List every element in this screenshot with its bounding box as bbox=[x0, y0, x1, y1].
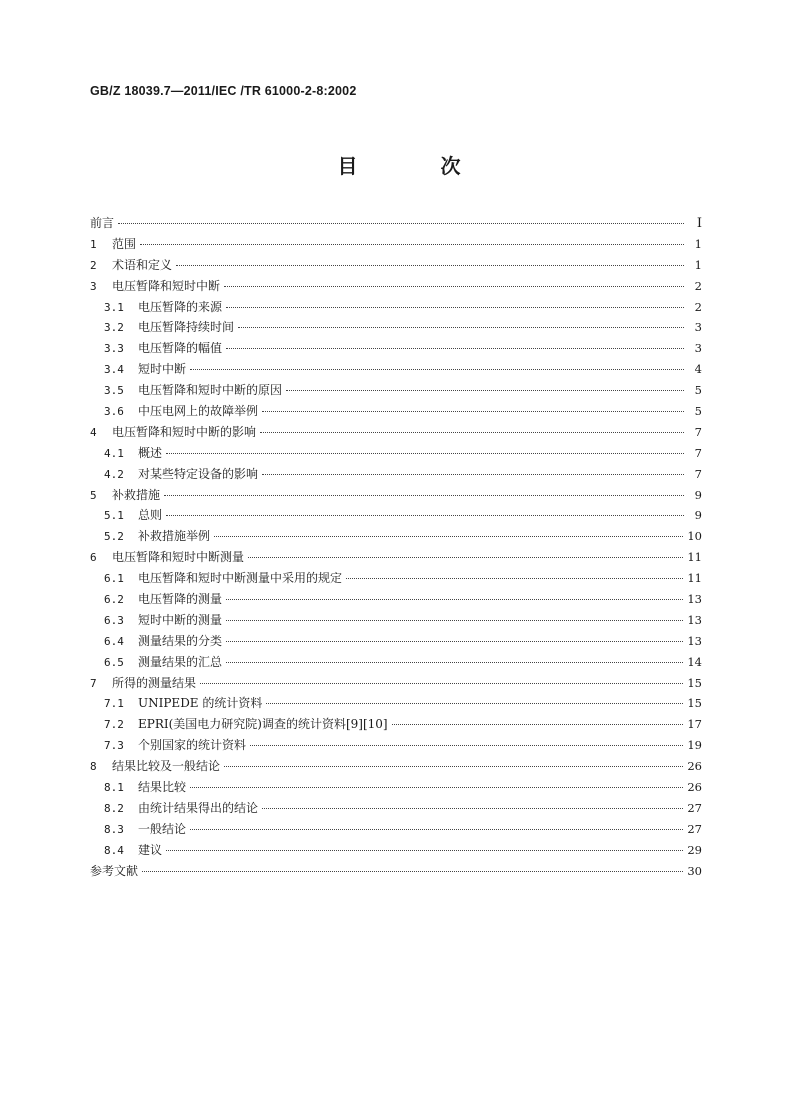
toc-entry[interactable] bbox=[90, 674, 702, 695]
toc-subentry[interactable] bbox=[90, 339, 702, 360]
toc-leader-dots bbox=[164, 495, 684, 496]
toc-subentry[interactable] bbox=[90, 841, 702, 862]
toc-entry-page: I bbox=[696, 216, 702, 231]
toc-leader-dots bbox=[166, 515, 684, 516]
toc-entry-page: 13 bbox=[687, 612, 702, 627]
toc-entry-text: 一般结论 bbox=[138, 821, 187, 836]
toc-subentry[interactable] bbox=[90, 381, 702, 402]
table-of-contents bbox=[90, 214, 702, 883]
toc-entry-references[interactable] bbox=[90, 862, 702, 883]
toc-entry-number: 8.2 bbox=[104, 801, 124, 815]
toc-entry-text: 建议 bbox=[138, 842, 163, 857]
toc-leader-dots bbox=[250, 745, 683, 746]
toc-entry-number: 6.5 bbox=[104, 655, 124, 669]
toc-leader-dots bbox=[200, 683, 683, 684]
toc-entry-page: 7 bbox=[694, 445, 702, 460]
toc-leader-dots bbox=[262, 411, 684, 412]
toc-entry-text: 个别国家的统计资料 bbox=[138, 738, 247, 753]
toc-entry-text: 结果比较 bbox=[138, 780, 187, 795]
toc-entry-page: 17 bbox=[687, 717, 702, 732]
toc-leader-dots bbox=[226, 348, 684, 349]
toc-entry-page: 13 bbox=[687, 592, 702, 607]
toc-entry-number: 3.3 bbox=[104, 342, 124, 356]
toc-entry-page: 10 bbox=[687, 529, 702, 544]
toc-entry-text: 电压暂降和短时中断测量 bbox=[112, 550, 245, 565]
toc-entry-number: 5 bbox=[90, 488, 97, 502]
toc-entry-number: 8.3 bbox=[104, 822, 124, 836]
toc-leader-dots bbox=[392, 724, 684, 725]
toc-entry-number: 5.2 bbox=[104, 530, 124, 544]
toc-entry[interactable] bbox=[90, 277, 702, 298]
document-header: GB/Z 18039.7—2011/IEC /TR 61000-2-8:2002 bbox=[90, 84, 357, 98]
toc-entry-number: 6 bbox=[90, 551, 97, 565]
toc-entry-number: 6.2 bbox=[104, 593, 124, 607]
toc-leader-dots bbox=[190, 829, 683, 830]
toc-entry-number: 3.5 bbox=[104, 384, 124, 398]
toc-entry-number: 6.3 bbox=[104, 613, 124, 627]
toc-subentry[interactable] bbox=[90, 736, 702, 757]
toc-subentry[interactable] bbox=[90, 527, 702, 548]
toc-entry-number: 4.2 bbox=[104, 467, 124, 481]
toc-entry-text: 范围 bbox=[112, 236, 137, 251]
toc-leader-dots bbox=[214, 536, 683, 537]
toc-leader-dots bbox=[166, 850, 683, 851]
toc-entry-text: 前言 bbox=[90, 216, 115, 230]
toc-entry-number: 7.2 bbox=[104, 718, 124, 732]
toc-entry[interactable] bbox=[90, 486, 702, 507]
toc-leader-dots bbox=[190, 369, 684, 370]
toc-subentry[interactable] bbox=[90, 444, 702, 465]
toc-entry-number: 3.1 bbox=[104, 300, 124, 314]
toc-entry-text: 总则 bbox=[138, 508, 163, 523]
toc-entry-text: 电压暂降和短时中断的原因 bbox=[138, 383, 283, 398]
toc-entry-text: 测量结果的汇总 bbox=[138, 654, 223, 669]
toc-subentry[interactable] bbox=[90, 715, 702, 736]
toc-entry-page: 3 bbox=[694, 341, 702, 356]
toc-entry-page: 11 bbox=[687, 550, 702, 565]
toc-subentry[interactable] bbox=[90, 569, 702, 590]
toc-leader-dots bbox=[166, 453, 684, 454]
toc-entry-page: 7 bbox=[694, 466, 702, 481]
toc-entry-number: 8.1 bbox=[104, 781, 124, 795]
toc-leader-dots bbox=[224, 286, 684, 287]
toc-leader-dots bbox=[142, 871, 683, 872]
toc-entry-page: 7 bbox=[694, 424, 702, 439]
toc-entry-number: 8 bbox=[90, 760, 97, 774]
toc-leader-dots bbox=[140, 244, 684, 245]
toc-entry-text: 术语和定义 bbox=[112, 257, 173, 272]
toc-subentry[interactable] bbox=[90, 590, 702, 611]
toc-leader-dots bbox=[224, 766, 683, 767]
toc-subentry[interactable] bbox=[90, 694, 702, 715]
toc-entry-page: 26 bbox=[687, 780, 702, 795]
toc-leader-dots bbox=[226, 620, 683, 621]
toc-leader-dots bbox=[118, 223, 684, 224]
toc-subentry[interactable] bbox=[90, 799, 702, 820]
toc-entry-number: 3.4 bbox=[104, 363, 124, 377]
toc-entry-number: 7.1 bbox=[104, 697, 124, 711]
toc-entry-page: 1 bbox=[694, 257, 702, 272]
toc-entry-text: 测量结果的分类 bbox=[138, 633, 223, 648]
toc-subentry[interactable] bbox=[90, 820, 702, 841]
toc-subentry[interactable] bbox=[90, 611, 702, 632]
toc-entry-text: 概述 bbox=[138, 445, 163, 460]
toc-leader-dots bbox=[226, 599, 683, 600]
toc-entry-text: 短时中断的测量 bbox=[138, 612, 223, 627]
toc-entry[interactable] bbox=[90, 256, 702, 277]
toc-entry-text: 电压暂降持续时间 bbox=[138, 320, 235, 335]
toc-leader-dots bbox=[190, 787, 683, 788]
toc-entry[interactable] bbox=[90, 548, 702, 569]
toc-entry-text: 补救措施 bbox=[112, 487, 161, 502]
toc-leader-dots bbox=[226, 307, 684, 308]
toc-entry-text: EPRI(美国电力研究院)调查的统计资料[9][10] bbox=[138, 717, 388, 732]
toc-entry-page: 15 bbox=[687, 675, 702, 690]
toc-entry-text: 所得的测量结果 bbox=[112, 675, 197, 690]
toc-subentry[interactable] bbox=[90, 402, 702, 423]
toc-entry-text: 结果比较及一般结论 bbox=[112, 759, 221, 774]
toc-leader-dots bbox=[248, 557, 683, 558]
toc-entry-page: 9 bbox=[694, 487, 702, 502]
toc-entry-number: 6.1 bbox=[104, 572, 124, 586]
toc-leader-dots bbox=[226, 662, 683, 663]
toc-entry-page: 30 bbox=[687, 863, 702, 878]
toc-entry-number: 7.3 bbox=[104, 739, 124, 753]
toc-entry-text: 参考文献 bbox=[90, 863, 139, 878]
toc-leader-dots bbox=[262, 474, 684, 475]
toc-subentry[interactable] bbox=[90, 632, 702, 653]
toc-entry-number: 1 bbox=[90, 237, 97, 251]
toc-entry-number: 3.6 bbox=[104, 405, 124, 419]
toc-leader-dots bbox=[262, 808, 683, 809]
toc-entry-number: 4 bbox=[90, 425, 97, 439]
toc-entry-text: 由统计结果得出的结论 bbox=[138, 800, 259, 815]
toc-entry-page: 2 bbox=[694, 278, 702, 293]
toc-entry-page: 15 bbox=[687, 696, 702, 711]
toc-entry-number: 8.4 bbox=[104, 843, 124, 857]
toc-entry-page: 5 bbox=[694, 404, 702, 419]
toc-entry-preface[interactable] bbox=[90, 214, 702, 235]
toc-entry-page: 5 bbox=[694, 383, 702, 398]
toc-entry-number: 3.2 bbox=[104, 321, 124, 335]
toc-entry-number: 5.1 bbox=[104, 509, 124, 523]
toc-entry-text: 电压暂降的来源 bbox=[138, 299, 223, 314]
toc-entry-text: 短时中断 bbox=[138, 362, 187, 377]
toc-entry-number: 7 bbox=[90, 676, 97, 690]
toc-subentry[interactable] bbox=[90, 298, 702, 319]
toc-entry-text: 对某些特定设备的影响 bbox=[138, 466, 259, 481]
toc-subentry[interactable] bbox=[90, 506, 702, 527]
toc-leader-dots bbox=[286, 390, 684, 391]
toc-entry-text: 补救措施举例 bbox=[138, 529, 211, 544]
toc-entry-page: 29 bbox=[687, 842, 702, 857]
toc-subentry[interactable] bbox=[90, 653, 702, 674]
toc-entry-page: 2 bbox=[694, 299, 702, 314]
toc-subentry[interactable] bbox=[90, 360, 702, 381]
toc-entry-text: 电压暂降的幅值 bbox=[138, 341, 223, 356]
toc-entry[interactable] bbox=[90, 235, 702, 256]
toc-leader-dots bbox=[266, 703, 683, 704]
toc-entry-page: 11 bbox=[687, 571, 702, 586]
toc-entry-page: 13 bbox=[687, 633, 702, 648]
toc-leader-dots bbox=[176, 265, 684, 266]
toc-entry-text: 电压暂降的测量 bbox=[138, 592, 223, 607]
toc-entry[interactable] bbox=[90, 423, 702, 444]
toc-entry-text: 电压暂降和短时中断 bbox=[112, 278, 221, 293]
toc-leader-dots bbox=[238, 327, 684, 328]
toc-entry-page: 9 bbox=[694, 508, 702, 523]
toc-subentry[interactable] bbox=[90, 465, 702, 486]
toc-entry-number: 2 bbox=[90, 258, 97, 272]
toc-entry-page: 3 bbox=[694, 320, 702, 335]
toc-entry-text: UNIPEDE 的统计资料 bbox=[138, 696, 263, 711]
page-title: 目 次 bbox=[337, 154, 499, 178]
toc-entry-page: 26 bbox=[687, 759, 702, 774]
toc-subentry[interactable] bbox=[90, 318, 702, 339]
toc-leader-dots bbox=[260, 432, 684, 433]
toc-entry-text: 电压暂降和短时中断测量中采用的规定 bbox=[138, 571, 343, 586]
toc-entry-number: 3 bbox=[90, 279, 97, 293]
toc-entry-page: 14 bbox=[687, 654, 702, 669]
toc-entry-text: 电压暂降和短时中断的影响 bbox=[112, 424, 257, 439]
toc-entry-page: 4 bbox=[694, 362, 702, 377]
toc-entry-page: 19 bbox=[687, 738, 702, 753]
toc-entry-page: 1 bbox=[694, 236, 702, 251]
toc-entry[interactable] bbox=[90, 757, 702, 778]
toc-entry-number: 6.4 bbox=[104, 634, 124, 648]
toc-entry-page: 27 bbox=[687, 821, 702, 836]
toc-leader-dots bbox=[226, 641, 683, 642]
toc-leader-dots bbox=[346, 578, 683, 579]
toc-entry-page: 27 bbox=[687, 800, 702, 815]
toc-entry-number: 4.1 bbox=[104, 446, 124, 460]
toc-entry-text: 中压电网上的故障举例 bbox=[138, 404, 259, 419]
toc-subentry[interactable] bbox=[90, 778, 702, 799]
